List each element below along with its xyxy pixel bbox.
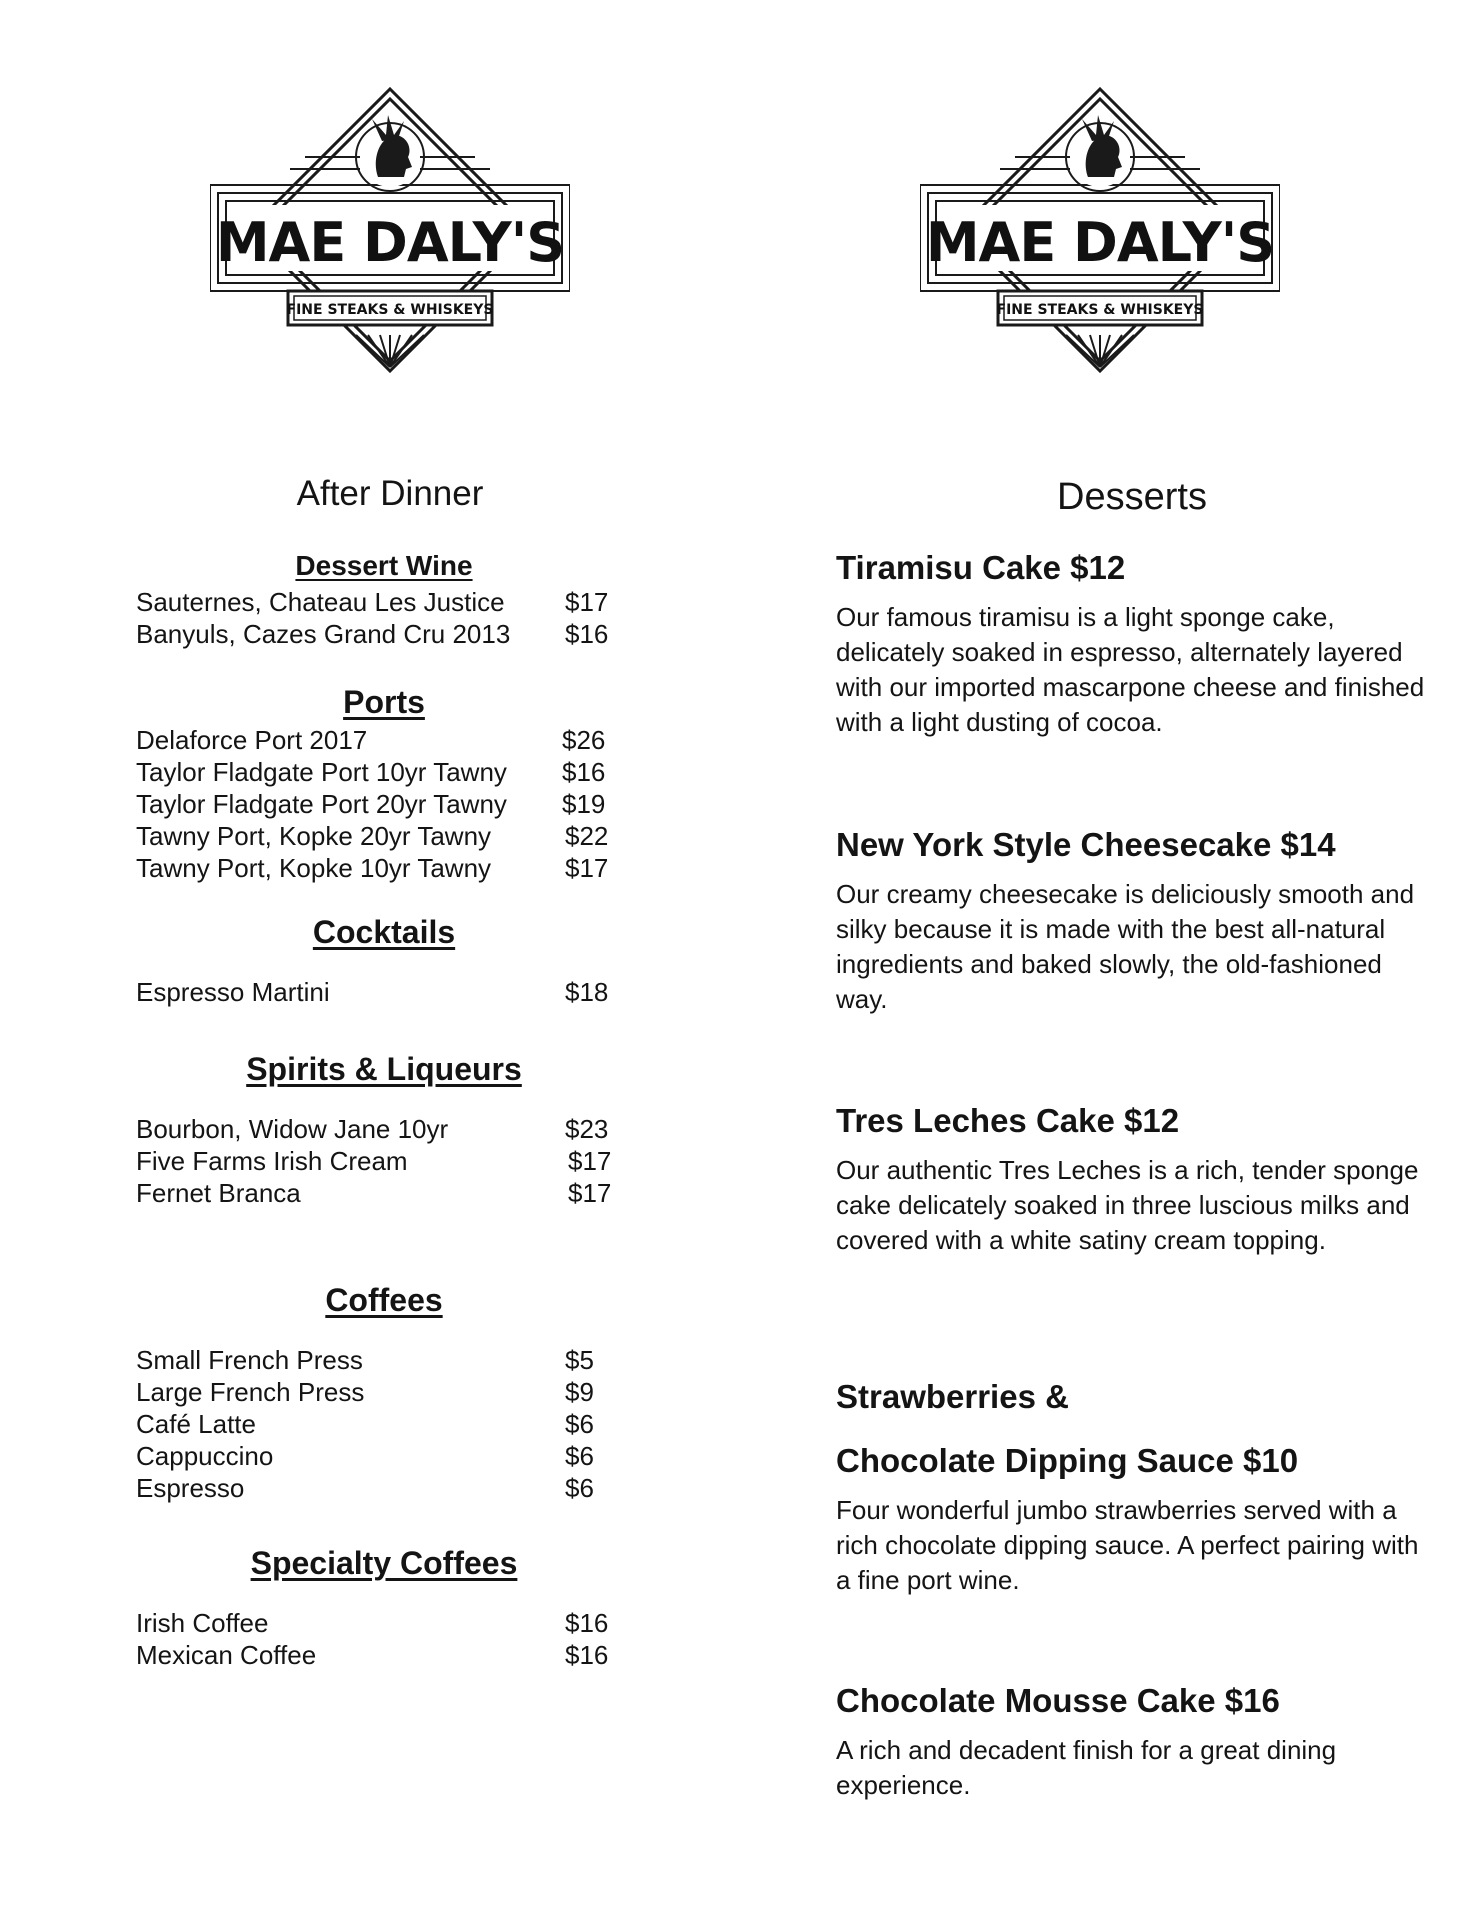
menu-item [136,1113,616,1145]
section-title: Coffees [325,1282,443,1318]
section-title: Dessert Wine [295,550,473,581]
item-name: Taylor Fladgate Port 20yr Tawny [136,789,507,819]
item-name: Five Farms Irish Cream [136,1146,408,1176]
section-spirits-liqueurs [136,1047,616,1209]
item-name: Bourbon, Widow Jane 10yr [136,1114,449,1144]
item-name: Cappuccino [136,1441,274,1471]
item-price: $17 [565,587,609,617]
menu-item [136,1472,616,1504]
menu-item [136,1408,616,1440]
item-name: Irish Coffee [136,1608,269,1638]
menu-item [136,820,616,852]
item-price: $6 [565,1409,594,1439]
dessert-description: Our authentic Tres Leches is a rich, tender sponge cake delicately soaked in three luscious milks and covered with a white satiny cream topping. [836,1155,1419,1255]
item-price: $17 [568,1146,612,1176]
item-name: Delaforce Port 2017 [136,725,368,755]
item-price: $23 [565,1114,609,1144]
section-title: Specialty Coffees [250,1545,518,1581]
menu-item [136,586,616,618]
item-name: Tawny Port, Kopke 10yr Tawny [136,853,492,883]
item-name: Sauternes, Chateau Les Justice [136,587,505,617]
item-price: $16 [565,1608,609,1638]
menu-item [136,1344,616,1376]
menu-item [136,1440,616,1472]
dessert-title: New York Style Cheesecake $14 [836,826,1336,863]
item-price: $18 [565,977,609,1007]
menu-item [136,788,616,820]
restaurant-logo [210,85,570,415]
dessert-title: Tres Leches Cake $12 [836,1102,1180,1139]
item-price: $6 [565,1441,594,1471]
item-name: Large French Press [136,1377,365,1407]
dessert-title: Tiramisu Cake $12 [836,549,1126,586]
menu-item [136,724,616,756]
section-title: Cocktails [312,914,456,950]
item-name: Espresso Martini [136,977,330,1007]
item-price: $9 [565,1377,594,1407]
dessert-tres-leches [836,1101,1436,1258]
svg-text:FINE STEAKS & WHISKEYS: FINE STEAKS & WHISKEYS [996,302,1204,318]
menu-item [136,618,616,650]
section-dessert-wine [136,546,616,650]
item-name: Tawny Port, Kopke 20yr Tawny [136,821,492,851]
dessert-title-line2: Chocolate Dipping Sauce $10 [836,1442,1299,1479]
desserts-heading: Desserts [1057,476,1207,518]
item-price: $17 [568,1178,612,1208]
section-coffees [136,1278,616,1504]
svg-text:FINE STEAKS & WHISKEYS: FINE STEAKS & WHISKEYS [286,302,494,318]
menu-item [136,852,616,884]
item-price: $16 [562,757,606,787]
item-price: $19 [562,789,606,819]
item-price: $22 [565,821,609,851]
svg-text:MAE DALY'S: MAE DALY'S [215,211,565,274]
dessert-description: A rich and decadent finish for a great dining experience. [836,1735,1337,1800]
item-name: Taylor Fladgate Port 10yr Tawny [136,757,507,787]
after-dinner-heading: After Dinner [296,474,484,513]
item-name: Espresso [136,1473,245,1503]
item-price: $26 [562,725,606,755]
item-price: $16 [565,1640,609,1670]
dessert-description: Our famous tiramisu is a light sponge cake, delicately soaked in espresso, alternately layered with our imported mascarpone cheese and finished with a light dusting of cocoa. [836,602,1425,737]
restaurant-logo [920,85,1280,415]
menu-item [136,1177,616,1209]
item-name: Fernet Branca [136,1178,301,1208]
section-title: Ports [343,684,425,720]
menu-item [136,1145,616,1177]
menu-item [136,1607,616,1639]
item-name: Café Latte [136,1409,256,1439]
menu-item [136,976,616,1008]
dessert-title: Chocolate Mousse Cake $16 [836,1682,1280,1719]
dessert-chocolate-mousse [836,1681,1436,1803]
item-name: Banyuls, Cazes Grand Cru 2013 [136,619,511,649]
svg-text:MAE DALY'S: MAE DALY'S [925,211,1275,274]
dessert-cheesecake [836,825,1436,1017]
item-price: $16 [565,619,609,649]
item-name: Small French Press [136,1345,363,1375]
menu-item [136,1376,616,1408]
section-title: Spirits & Liqueurs [246,1051,522,1087]
menu-item [136,1639,616,1671]
item-price: $6 [565,1473,594,1503]
dessert-title: Strawberries & [836,1378,1069,1415]
item-name: Mexican Coffee [136,1640,317,1670]
section-cocktails [136,910,616,1008]
dessert-description: Our creamy cheesecake is deliciously smooth and silky because it is made with the best all-natural ingredients and baked slowly, the old-fashioned way. [836,879,1415,1014]
item-price: $5 [565,1345,594,1375]
menu-item [136,756,616,788]
dessert-strawberries [836,1377,1436,1598]
dessert-description: Four wonderful jumbo strawberries served with a rich chocolate dipping sauce. A perfect pairing with a fine port wine. [836,1495,1419,1595]
item-price: $17 [565,853,609,883]
dessert-tiramisu [836,548,1436,740]
section-ports [136,680,616,884]
section-specialty-coffees [136,1541,616,1671]
